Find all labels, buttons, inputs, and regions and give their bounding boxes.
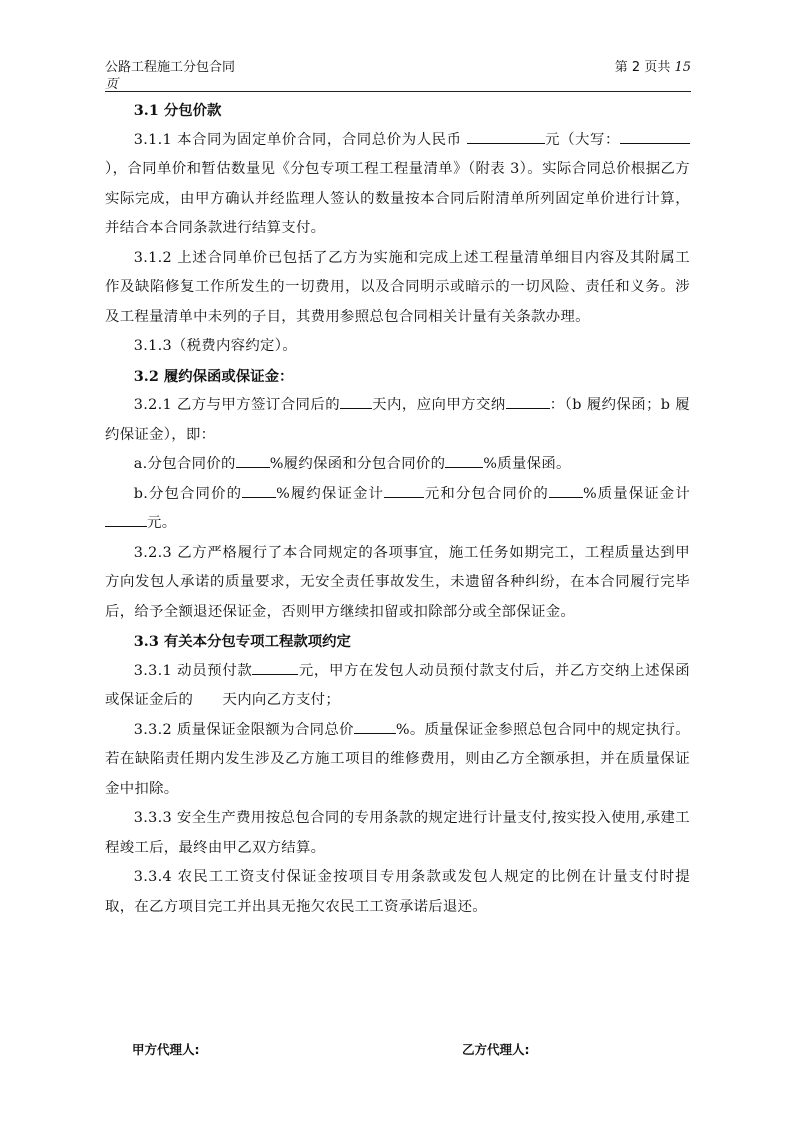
section-heading-3-1: 3.1 分包价款	[133, 102, 222, 119]
clause-text: 元。	[147, 515, 177, 531]
header-ye: 页	[105, 77, 119, 92]
clause-text: b.分包合同价的	[133, 485, 243, 502]
clause-3-3-1	[105, 657, 690, 716]
clause-text: 元（大写：	[544, 131, 620, 148]
blank-field[interactable]	[105, 512, 147, 527]
clause-3-2-a	[105, 450, 690, 480]
document-body	[105, 96, 690, 922]
page-total: 15	[674, 60, 691, 75]
clause-text: 3.2.1 乙方与甲方签订合同后的	[133, 397, 341, 413]
clause-3-3-4: 3.3.4 农民工工资支付保证金按项目专用条款或发包人规定的比例在计量支付时提取，在乙方项目完工并出具无拖欠农民工工资承诺后退还。	[105, 869, 690, 915]
section-heading-3-2: 3.2 履约保函或保证金：	[133, 367, 294, 385]
clause-text: %履约保证金计	[276, 485, 384, 502]
section-heading-3-3: 3.3 有关本分包专项工程款项约定	[133, 633, 351, 650]
document-title: 公路工程施工分包合同	[105, 60, 236, 75]
page-number	[615, 56, 691, 75]
clause-3-2-1	[105, 391, 690, 450]
clause-text: 元和分包合同价的	[424, 485, 549, 502]
clause-3-1-3: 3.1.3（税费内容约定）。	[133, 338, 297, 354]
clause-text: 3.3.2 质量保证金限额为合同总价	[133, 721, 354, 738]
blank-field[interactable]	[467, 129, 545, 144]
clause-text: 元，甲方在发包人动员预付款支付后，并乙方交纳上述保函或保证金后的 天内向乙方支付；	[105, 662, 690, 708]
blank-field[interactable]	[354, 719, 396, 734]
blank-field[interactable]	[549, 483, 583, 498]
clause-3-3-2	[105, 716, 690, 805]
clause-3-3-3: 3.3.3 安全生产费用按总包合同的专用条款的规定进行计量支付,按实投入使用,承建工程竣工后，最终由甲乙双方结算。	[105, 810, 690, 856]
clause-3-1-1	[105, 126, 690, 244]
blank-field[interactable]	[252, 660, 298, 675]
clause-text: %质量保函。	[483, 456, 571, 472]
clause-text: 3.3.1 动员预付款	[133, 662, 253, 679]
blank-field[interactable]	[620, 129, 690, 144]
blank-field[interactable]	[384, 483, 424, 498]
clause-text: ：（b 履约保函；b 履约保证金），即：	[105, 397, 690, 443]
party-a-agent-label: 甲方代理人:	[132, 1042, 200, 1057]
party-b-agent-label: 乙方代理人:	[462, 1042, 530, 1057]
clause-text: %。质量保证金参照总包合同中的规定执行。若在缺陷责任期内发生涉及乙方施工项目的维修费用，则由乙方全额承担，并在质量保证金中扣除。	[105, 721, 690, 797]
blank-field[interactable]	[242, 483, 276, 498]
blank-field[interactable]	[236, 453, 270, 468]
clause-3-2-b	[105, 480, 690, 539]
blank-field[interactable]	[445, 453, 483, 468]
clause-text: 3.1.1 本合同为固定单价合同，合同总价为人民币	[133, 131, 462, 148]
clause-text: 天内，应向甲方交纳	[372, 397, 506, 413]
blank-field[interactable]	[340, 394, 372, 409]
page-current: 2	[631, 60, 641, 75]
page-header	[105, 55, 691, 92]
clause-text: ），合同单价和暂估数量见《分包专项工程工程量清单》（附表 3）。实际合同总价根据乙方实际完成，由甲方确认并经监理人签认的数量按本合同后附清单所列固定单价进行计算，并结合本合同条款进行结算支付。	[105, 161, 690, 236]
clause-text: a.分包合同价的	[133, 456, 236, 472]
page-mid: 页共	[640, 60, 675, 75]
blank-field[interactable]	[506, 394, 550, 409]
clause-text: %履约保函和分包合同价的	[269, 456, 446, 472]
clause-3-2-3: 3.2.3 乙方严格履行了本合同规定的各项事宜，施工任务如期完工，工程质量达到甲方向发包人承诺的质量要求，无安全责任事故发生，未遗留各种纠纷，在本合同履行完毕后，给予全额退还保证金，否则甲方继续扣留或扣除部分或全部保证金。	[105, 544, 690, 620]
page-prefix: 第	[614, 60, 632, 75]
clause-3-1-2: 3.1.2 上述合同单价已包括了乙方为实施和完成上述工程量清单细目内容及其附属工作及缺陷修复工作所发生的一切费用，以及合同明示或暗示的一切风险、责任和义务。涉及工程量清单中未列的子目，其费用参照总包合同相关计量有关条款办理。	[105, 249, 690, 325]
clause-text: %质量保证金计	[582, 485, 691, 502]
